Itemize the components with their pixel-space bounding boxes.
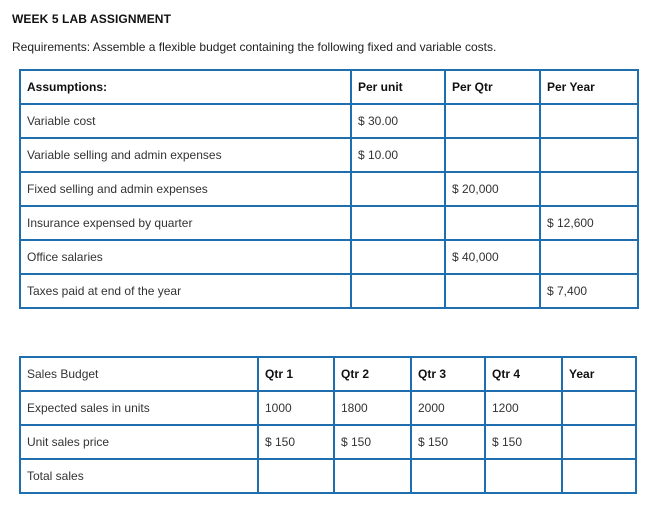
header-per-qtr: Per Qtr [446, 71, 541, 105]
year-cell [563, 426, 637, 460]
per-year-cell [541, 105, 639, 139]
assumptions-table [19, 69, 639, 309]
row-label: Expected sales in units [21, 392, 259, 426]
qtr-1-cell [259, 460, 335, 494]
header-qtr-2: Qtr 2 [335, 358, 412, 392]
year-cell [563, 392, 637, 426]
per-unit-cell: $ 30.00 [352, 105, 446, 139]
qtr-2-cell: $ 150 [335, 426, 412, 460]
per-year-cell [541, 139, 639, 173]
row-label: Insurance expensed by quarter [21, 207, 352, 241]
per-unit-cell: $ 10.00 [352, 139, 446, 173]
qtr-2-cell [335, 460, 412, 494]
per-year-cell: $ 12,600 [541, 207, 639, 241]
row-label: Fixed selling and admin expenses [21, 173, 352, 207]
per-qtr-cell [446, 105, 541, 139]
header-per-unit: Per unit [352, 71, 446, 105]
table-row [21, 392, 637, 426]
per-qtr-cell: $ 20,000 [446, 173, 541, 207]
per-unit-cell [352, 241, 446, 275]
qtr-4-cell [486, 460, 563, 494]
table-row [21, 275, 639, 309]
per-unit-cell [352, 173, 446, 207]
per-qtr-cell [446, 139, 541, 173]
qtr-3-cell: 2000 [412, 392, 486, 426]
header-year: Year [563, 358, 637, 392]
year-cell [563, 460, 637, 494]
per-unit-cell [352, 207, 446, 241]
header-assumptions: Assumptions: [21, 71, 352, 105]
qtr-4-cell: $ 150 [486, 426, 563, 460]
header-qtr-1: Qtr 1 [259, 358, 335, 392]
row-label: Taxes paid at end of the year [21, 275, 352, 309]
table-row [21, 426, 637, 460]
requirements-text: Requirements: Assemble a flexible budget containing the following fixed and variable costs. [12, 40, 497, 54]
row-label: Office salaries [21, 241, 352, 275]
per-qtr-cell: $ 40,000 [446, 241, 541, 275]
qtr-3-cell [412, 460, 486, 494]
table-header-row [21, 71, 639, 105]
table-row [21, 105, 639, 139]
qtr-2-cell: 1800 [335, 392, 412, 426]
row-label: Variable cost [21, 105, 352, 139]
per-year-cell [541, 241, 639, 275]
page-title: WEEK 5 LAB ASSIGNMENT [12, 12, 171, 26]
per-qtr-cell [446, 207, 541, 241]
qtr-1-cell: $ 150 [259, 426, 335, 460]
row-label: Total sales [21, 460, 259, 494]
qtr-4-cell: 1200 [486, 392, 563, 426]
header-per-year: Per Year [541, 71, 639, 105]
table-row [21, 173, 639, 207]
table-row [21, 241, 639, 275]
row-label: Variable selling and admin expenses [21, 139, 352, 173]
table-row [21, 460, 637, 494]
table-header-row [21, 358, 637, 392]
header-sales-budget: Sales Budget [21, 358, 259, 392]
per-qtr-cell [446, 275, 541, 309]
sales-budget-table [19, 356, 637, 494]
qtr-1-cell: 1000 [259, 392, 335, 426]
qtr-3-cell: $ 150 [412, 426, 486, 460]
table-row [21, 139, 639, 173]
header-qtr-4: Qtr 4 [486, 358, 563, 392]
per-unit-cell [352, 275, 446, 309]
row-label: Unit sales price [21, 426, 259, 460]
per-year-cell [541, 173, 639, 207]
table-row [21, 207, 639, 241]
per-year-cell: $ 7,400 [541, 275, 639, 309]
header-qtr-3: Qtr 3 [412, 358, 486, 392]
